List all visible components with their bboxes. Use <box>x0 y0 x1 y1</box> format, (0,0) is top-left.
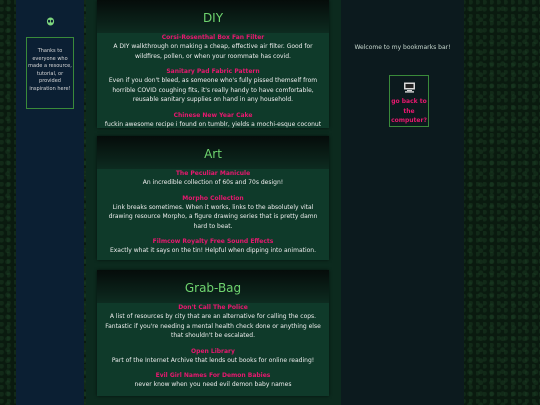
entry-link[interactable]: Corsi-Rosenthal Box Fan Filter <box>161 34 265 41</box>
entry-description: Link breaks sometimes. When it works, links to the absolutely vital drawing resource Morpho, a figure drawing series that is pretty damn hard to beat. <box>108 203 318 230</box>
entry-link[interactable]: Evil Girl Names For Demon Babies <box>155 372 271 379</box>
entry-description: A list of resources by city that are an alternative for calling the cops. Fantastic if you're needing a mental health check done or anything else that shouldn't be escalated. <box>105 313 321 339</box>
list-item <box>97 347 329 366</box>
entry-link[interactable]: Filmcow Royalty Free Sound Effects <box>152 238 274 245</box>
right-sidebar <box>341 0 464 405</box>
entry-description: never know when you need evil demon baby names <box>134 381 292 388</box>
back-link-label: go back to the computer? <box>391 98 427 124</box>
section-card-grab-bag <box>97 270 329 396</box>
entry-description: fuckin awesome recipe i found on tumblr, yields a mochi-esque coconut <box>104 120 322 128</box>
entry-link[interactable]: Open Library <box>191 347 235 355</box>
section-title: Art <box>97 136 329 169</box>
section-title: Grab-Bag <box>97 270 329 303</box>
welcome-text: Welcome to my bookmarks bar! <box>354 44 451 51</box>
section-card-art <box>97 136 329 260</box>
section-card-diy <box>97 0 329 128</box>
computer-icon <box>403 82 416 93</box>
entry-description: Exactly what it says on the tin! Helpful when dipping into animation. <box>109 247 317 254</box>
list-item <box>97 303 329 341</box>
list-item <box>97 194 329 232</box>
entry-link[interactable]: Morpho Collection <box>182 194 244 202</box>
entry-description: Part of the Internet Archive that lends out books for online reading! <box>111 356 315 364</box>
list-item <box>97 169 329 188</box>
list-item <box>97 371 329 390</box>
entry-description: An incredible collection of 60s and 70s design! <box>142 179 284 186</box>
entry-link[interactable]: Sanitary Pad Fabric Pattern <box>166 68 260 75</box>
back-to-computer-button[interactable] <box>389 75 429 127</box>
entry-link[interactable]: Chinese New Year Cake <box>173 111 253 119</box>
entry-description: A DIY walkthrough on making a cheap, effective air filter. Good for wildfires, pollen, or when your roommate has covid. <box>113 43 313 60</box>
list-item <box>97 237 329 256</box>
thanks-note: Thanks to everyone who made a resource, tutorial, or provided inspiration here! <box>26 37 74 109</box>
entry-link[interactable]: The Peculiar Manicule <box>175 170 251 177</box>
section-title: DIY <box>97 0 329 33</box>
list-item <box>97 67 329 105</box>
alien-icon <box>46 17 55 26</box>
entry-link[interactable]: Don't Call The Police <box>178 304 248 311</box>
list-item <box>97 111 329 129</box>
list-item <box>97 33 329 61</box>
entry-description: Even if you don't bleed, as someone who's fully pissed themself from horrible COVID coughing fits, it's really handy to have comfortable, reusable sanitary supplies on hand in any household. <box>108 77 318 103</box>
